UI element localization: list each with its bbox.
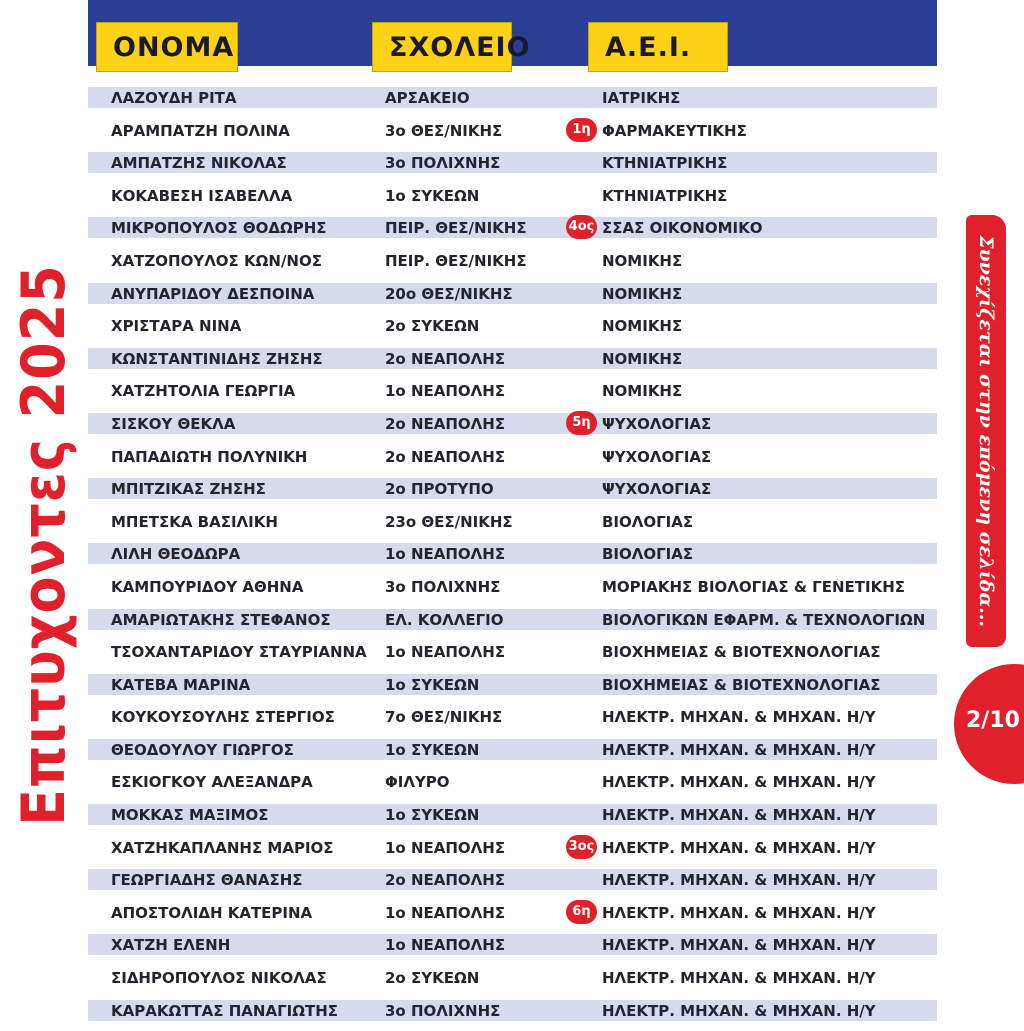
- table-row: [88, 738, 937, 771]
- column-header-name: ΟΝΟΜΑ: [96, 22, 238, 72]
- table-row: [88, 412, 937, 445]
- student-name: ΜΠΕΤΣΚΑ ΒΑΣΙΛΙΚΗ: [111, 512, 278, 531]
- university-dept: ΗΛΕΚΤΡ. ΜΗΧΑΝ. & ΜΗΧΑΝ. Η/Υ: [602, 871, 876, 890]
- university-dept: ΣΣΑΣ ΟΙΚΟΝΟΜΙΚΟ: [602, 219, 763, 238]
- school-name: 1ο ΣΥΚΕΩΝ: [385, 806, 480, 825]
- school-name: 7ο ΘΕΣ/ΝΙΚΗΣ: [385, 708, 503, 727]
- university-dept: ΨΥΧΟΛΟΓΙΑΣ: [602, 414, 712, 433]
- side-title: [8, 264, 80, 826]
- student-name: ΛΙΛΗ ΘΕΟΔΩΡΑ: [111, 545, 241, 564]
- student-name: ΧΑΤΖΗ ΕΛΕΝΗ: [111, 936, 231, 955]
- page-indicator: 2/10: [966, 708, 1020, 733]
- continue-banner: [966, 215, 1006, 647]
- school-name: 1ο ΝΕΑΠΟΛΗΣ: [385, 838, 506, 857]
- student-name: ΚΩΝΣΤΑΝΤΙΝΙΔΗΣ ΖΗΣΗΣ: [111, 349, 323, 368]
- school-name: 2ο ΣΥΚΕΩΝ: [385, 317, 480, 336]
- school-name: ΑΡΣΑΚΕΙΟ: [385, 89, 470, 107]
- student-name: ΧΑΤΖΗΚΑΠΛΑΝΗΣ ΜΑΡΙΟΣ: [111, 838, 334, 857]
- school-name: 3ο ΘΕΣ/ΝΙΚΗΣ: [385, 121, 503, 140]
- student-name: ΕΣΚΙΟΓΚΟΥ ΑΛΕΞΑΝΔΡΑ: [111, 773, 313, 792]
- side-title-text: Επιτυχοντες 2025: [9, 264, 79, 826]
- rank-badge: 5η: [566, 411, 597, 435]
- rank-badge: 6η: [566, 900, 597, 924]
- student-name: ΠΑΠΑΔΙΩΤΗ ΠΟΛΥΝΙΚΗ: [111, 447, 308, 466]
- table-row: [88, 575, 937, 608]
- school-name: 1ο ΝΕΑΠΟΛΗΣ: [385, 545, 506, 564]
- column-header-school: ΣΧΟΛΕΙΟ: [372, 22, 512, 72]
- university-dept: ΙΑΤΡΙΚΗΣ: [602, 89, 681, 107]
- university-dept: ΝΟΜΙΚΗΣ: [602, 251, 683, 270]
- table-row: [88, 901, 937, 934]
- student-name: ΧΑΤΖΟΠΟΥΛΟΣ ΚΩΝ/ΝΟΣ: [111, 251, 322, 270]
- student-name: ΣΙΣΚΟΥ ΘΕΚΛΑ: [111, 414, 236, 433]
- student-name: ΑΝΥΠΑΡΙΔΟΥ ΔΕΣΠΟΙΝΑ: [111, 284, 315, 303]
- school-name: 1ο ΣΥΚΕΩΝ: [385, 675, 480, 694]
- page-badge: [954, 664, 1024, 784]
- student-name: ΑΜΑΡΙΩΤΑΚΗΣ ΣΤΕΦΑΝΟΣ: [111, 610, 331, 629]
- school-name: 1ο ΝΕΑΠΟΛΗΣ: [385, 643, 506, 662]
- school-name: ΠΕΙΡ. ΘΕΣ/ΝΙΚΗΣ: [385, 251, 527, 270]
- table-row: [88, 477, 937, 510]
- table-row: [88, 314, 937, 347]
- school-name: 2ο ΝΕΑΠΟΛΗΣ: [385, 414, 506, 433]
- student-name: ΚΑΡΑΚΩΤΤΑΣ ΠΑΝΑΓΙΩΤΗΣ: [111, 1001, 338, 1020]
- table-row: [88, 445, 937, 478]
- table-row: [88, 770, 937, 803]
- university-dept: ΒΙΟΛΟΓΙΑΣ: [602, 512, 694, 531]
- student-name: ΜΙΚΡΟΠΟΥΛΟΣ ΘΟΔΩΡΗΣ: [111, 219, 327, 238]
- university-dept: ΨΥΧΟΛΟΓΙΑΣ: [602, 447, 712, 466]
- school-name: 1ο ΣΥΚΕΩΝ: [385, 740, 480, 759]
- rank-badge: 4ος: [566, 215, 597, 239]
- school-name: 2ο ΝΕΑΠΟΛΗΣ: [385, 871, 506, 890]
- university-dept: ΒΙΟΧΗΜΕΙΑΣ & ΒΙΟΤΕΧΝΟΛΟΓΙΑΣ: [602, 643, 881, 662]
- student-name: ΚΟΥΚΟΥΣΟΥΛΗΣ ΣΤΕΡΓΙΟΣ: [111, 708, 335, 727]
- university-dept: ΗΛΕΚΤΡ. ΜΗΧΑΝ. & ΜΗΧΑΝ. Η/Υ: [602, 773, 876, 792]
- student-name: ΚΟΚΑΒΕΣΗ ΙΣΑΒΕΛΛΑ: [111, 186, 293, 205]
- student-name: ΜΠΙΤΖΙΚΑΣ ΖΗΣΗΣ: [111, 480, 266, 499]
- table-row: [88, 673, 937, 706]
- continue-note: Συνεχίζεται στην επόμενη σελίδα...: [975, 235, 997, 627]
- table-row: [88, 836, 937, 869]
- university-dept: ΦΑΡΜΑΚΕΥΤΙΚΗΣ: [602, 121, 747, 140]
- student-name: ΧΑΤΖΗΤΟΛΙΑ ΓΕΩΡΓΙΑ: [111, 382, 296, 401]
- school-name: 20ο ΘΕΣ/ΝΙΚΗΣ: [385, 284, 513, 303]
- student-name: ΓΕΩΡΓΙΑΔΗΣ ΘΑΝΑΣΗΣ: [111, 871, 303, 890]
- results-table: [88, 86, 937, 1031]
- university-dept: ΗΛΕΚΤΡ. ΜΗΧΑΝ. & ΜΗΧΑΝ. Η/Υ: [602, 838, 876, 857]
- university-dept: ΒΙΟΧΗΜΕΙΑΣ & ΒΙΟΤΕΧΝΟΛΟΓΙΑΣ: [602, 675, 881, 694]
- table-row: [88, 999, 937, 1031]
- table-row: [88, 347, 937, 380]
- table-row: [88, 119, 937, 152]
- university-dept: ΚΤΗΝΙΑΤΡΙΚΗΣ: [602, 154, 728, 173]
- school-name: 2ο ΝΕΑΠΟΛΗΣ: [385, 447, 506, 466]
- school-name: ΦΙΛΥΡΟ: [385, 773, 450, 792]
- student-name: ΧΡΙΣΤΑΡΑ ΝΙΝΑ: [111, 317, 242, 336]
- university-dept: ΒΙΟΛΟΓΙΑΣ: [602, 545, 694, 564]
- school-name: 23ο ΘΕΣ/ΝΙΚΗΣ: [385, 512, 513, 531]
- student-name: ΜΟΚΚΑΣ ΜΑΞΙΜΟΣ: [111, 806, 269, 825]
- rank-badge: 3ος: [566, 835, 597, 859]
- student-name: ΑΜΠΑΤΖΗΣ ΝΙΚΟΛΑΣ: [111, 154, 287, 173]
- table-row: [88, 510, 937, 543]
- school-name: 1ο ΝΕΑΠΟΛΗΣ: [385, 936, 506, 955]
- university-dept: ΝΟΜΙΚΗΣ: [602, 382, 683, 401]
- school-name: 1ο ΝΕΑΠΟΛΗΣ: [385, 903, 506, 922]
- column-header-university: Α.Ε.Ι.: [588, 22, 728, 72]
- student-name: ΚΑΜΠΟΥΡΙΔΟΥ ΑΘΗΝΑ: [111, 577, 304, 596]
- university-dept: ΗΛΕΚΤΡ. ΜΗΧΑΝ. & ΜΗΧΑΝ. Η/Υ: [602, 708, 876, 727]
- table-row: [88, 868, 937, 901]
- university-dept: ΗΛΕΚΤΡ. ΜΗΧΑΝ. & ΜΗΧΑΝ. Η/Υ: [602, 740, 876, 759]
- university-dept: ΒΙΟΛΟΓΙΚΩΝ ΕΦΑΡΜ. & ΤΕΧΝΟΛΟΓΙΩΝ: [602, 610, 926, 629]
- university-dept: ΝΟΜΙΚΗΣ: [602, 284, 683, 303]
- table-row: [88, 216, 937, 249]
- school-name: 1ο ΝΕΑΠΟΛΗΣ: [385, 382, 506, 401]
- school-name: 3ο ΠΟΛΙΧΝΗΣ: [385, 154, 501, 173]
- table-row: [88, 282, 937, 315]
- student-name: ΘΕΟΔΟΥΛΟΥ ΓΙΩΡΓΟΣ: [111, 740, 294, 759]
- student-name: ΛΑΖΟΥΔΗ ΡΙΤΑ: [111, 89, 237, 107]
- school-name: 3ο ΠΟΛΙΧΝΗΣ: [385, 577, 501, 596]
- university-dept: ΗΛΕΚΤΡ. ΜΗΧΑΝ. & ΜΗΧΑΝ. Η/Υ: [602, 969, 876, 988]
- student-name: ΑΠΟΣΤΟΛΙΔΗ ΚΑΤΕΡΙΝΑ: [111, 903, 313, 922]
- table-row: [88, 608, 937, 641]
- table-row: [88, 184, 937, 217]
- university-dept: ΗΛΕΚΤΡ. ΜΗΧΑΝ. & ΜΗΧΑΝ. Η/Υ: [602, 806, 876, 825]
- table-row: [88, 151, 937, 184]
- table-row: [88, 966, 937, 999]
- table-row: [88, 542, 937, 575]
- table-row: [88, 249, 937, 282]
- table-row: [88, 379, 937, 412]
- student-name: ΤΣΟΧΑΝΤΑΡΙΔΟΥ ΣΤΑΥΡΙΑΝΝΑ: [111, 643, 367, 662]
- university-dept: ΝΟΜΙΚΗΣ: [602, 317, 683, 336]
- table-row: [88, 86, 937, 119]
- student-name: ΣΙΔΗΡΟΠΟΥΛΟΣ ΝΙΚΟΛΑΣ: [111, 969, 327, 988]
- table-row: [88, 933, 937, 966]
- school-name: ΕΛ. ΚΟΛΛΕΓΙΟ: [385, 610, 504, 629]
- school-name: ΠΕΙΡ. ΘΕΣ/ΝΙΚΗΣ: [385, 219, 527, 238]
- school-name: 1ο ΣΥΚΕΩΝ: [385, 186, 480, 205]
- table-row: [88, 705, 937, 738]
- school-name: 3ο ΠΟΛΙΧΝΗΣ: [385, 1001, 501, 1020]
- university-dept: ΨΥΧΟΛΟΓΙΑΣ: [602, 480, 712, 499]
- university-dept: ΗΛΕΚΤΡ. ΜΗΧΑΝ. & ΜΗΧΑΝ. Η/Υ: [602, 1001, 876, 1020]
- university-dept: ΚΤΗΝΙΑΤΡΙΚΗΣ: [602, 186, 728, 205]
- rank-badge: 1η: [566, 118, 597, 142]
- university-dept: ΜΟΡΙΑΚΗΣ ΒΙΟΛΟΓΙΑΣ & ΓΕΝΕΤΙΚΗΣ: [602, 577, 905, 596]
- school-name: 2ο ΣΥΚΕΩΝ: [385, 969, 480, 988]
- student-name: ΚΑΤΕΒΑ ΜΑΡΙΝΑ: [111, 675, 251, 694]
- table-row: [88, 640, 937, 673]
- university-dept: ΗΛΕΚΤΡ. ΜΗΧΑΝ. & ΜΗΧΑΝ. Η/Υ: [602, 903, 876, 922]
- student-name: ΑΡΑΜΠΑΤΖΗ ΠΟΛΙΝΑ: [111, 121, 290, 140]
- school-name: 2ο ΝΕΑΠΟΛΗΣ: [385, 349, 506, 368]
- table-row: [88, 803, 937, 836]
- school-name: 2ο ΠΡΟΤΥΠΟ: [385, 480, 494, 499]
- university-dept: ΝΟΜΙΚΗΣ: [602, 349, 683, 368]
- university-dept: ΗΛΕΚΤΡ. ΜΗΧΑΝ. & ΜΗΧΑΝ. Η/Υ: [602, 936, 876, 955]
